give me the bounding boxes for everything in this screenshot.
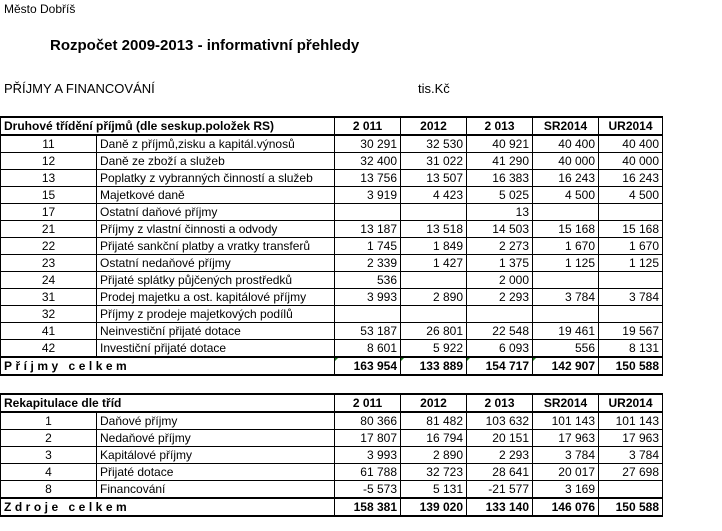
row-value: 17 963 [533, 430, 599, 447]
row-value: 20 017 [533, 464, 599, 481]
row-value: 3 919 [335, 187, 401, 204]
row-label: Neinvestiční přijaté dotace [97, 323, 335, 340]
row-value: 80 366 [335, 412, 401, 430]
row-value [401, 306, 467, 323]
row-code: 21 [1, 221, 97, 238]
table-row [1, 238, 663, 255]
row-value: 2 890 [401, 289, 467, 306]
row-value: 1 427 [401, 255, 467, 272]
column-header: 2 013 [467, 394, 533, 412]
row-value: 2 890 [401, 447, 467, 464]
row-value [335, 204, 401, 221]
row-value: 1 125 [533, 255, 599, 272]
table-row [1, 306, 663, 323]
table-row [1, 255, 663, 272]
row-value: 19 567 [599, 323, 663, 340]
row-value: 1 849 [401, 238, 467, 255]
total-value: 150 588 [599, 357, 663, 375]
row-code: 22 [1, 238, 97, 255]
row-value: 1 670 [599, 238, 663, 255]
row-value: 31 022 [401, 153, 467, 170]
row-label: Daňové příjmy [97, 412, 335, 430]
total-value: 139 020 [401, 498, 467, 516]
row-code: 24 [1, 272, 97, 289]
table-row [1, 412, 663, 430]
total-row [1, 357, 663, 375]
row-code: 23 [1, 255, 97, 272]
total-value: 154 717 [467, 357, 533, 375]
row-value: 5 131 [401, 481, 467, 499]
table-row [1, 221, 663, 238]
row-value: 4 500 [533, 187, 599, 204]
row-value: 15 168 [533, 221, 599, 238]
row-value: 13 [467, 204, 533, 221]
row-value [335, 306, 401, 323]
row-label: Příjmy z vlastní činnosti a odvody [97, 221, 335, 238]
row-value [401, 204, 467, 221]
row-value: 1 125 [599, 255, 663, 272]
row-code: 15 [1, 187, 97, 204]
row-value: -21 577 [467, 481, 533, 499]
row-value: 17 807 [335, 430, 401, 447]
table-header-row [1, 394, 663, 412]
row-value: 2 273 [467, 238, 533, 255]
row-value [467, 306, 533, 323]
row-value: 3 784 [533, 447, 599, 464]
row-value: 2 293 [467, 289, 533, 306]
table-row [1, 153, 663, 170]
row-label: Daně ze zboží a služeb [97, 153, 335, 170]
row-value: 15 168 [599, 221, 663, 238]
row-value: 40 400 [599, 135, 663, 153]
row-value: 4 423 [401, 187, 467, 204]
row-value: 40 000 [533, 153, 599, 170]
row-label: Kapitálové příjmy [97, 447, 335, 464]
row-value: 3 993 [335, 447, 401, 464]
column-header: UR2014 [599, 394, 663, 412]
row-code: 11 [1, 135, 97, 153]
revenue-table [0, 116, 663, 376]
row-value: 32 530 [401, 135, 467, 153]
row-label: Příjmy z prodeje majetkových podílů [97, 306, 335, 323]
row-value: 40 400 [533, 135, 599, 153]
row-code: 8 [1, 481, 97, 499]
row-label: Ostatní daňové příjmy [97, 204, 335, 221]
column-header: 2012 [401, 394, 467, 412]
column-header-label: Rekapitulace dle tříd [1, 394, 335, 412]
row-value: 6 093 [467, 340, 533, 358]
row-value: 5 922 [401, 340, 467, 358]
row-label: Přijaté splátky půjčených prostředků [97, 272, 335, 289]
row-value [599, 306, 663, 323]
row-value: 40 000 [599, 153, 663, 170]
column-header: UR2014 [599, 117, 663, 135]
row-value [533, 306, 599, 323]
row-value: 53 187 [335, 323, 401, 340]
row-value: 41 290 [467, 153, 533, 170]
row-code: 32 [1, 306, 97, 323]
row-label: Investiční přijaté dotace [97, 340, 335, 358]
row-value: 4 500 [599, 187, 663, 204]
row-label: Majetkové daně [97, 187, 335, 204]
total-label: Příjmy celkem [1, 357, 335, 375]
table-row [1, 204, 663, 221]
row-code: 31 [1, 289, 97, 306]
row-label: Poplatky z vybranných činností a služeb [97, 170, 335, 187]
row-value [533, 272, 599, 289]
row-value [599, 272, 663, 289]
total-value: 142 907 [533, 357, 599, 375]
row-value: 8 131 [599, 340, 663, 358]
row-value [401, 272, 467, 289]
row-code: 1 [1, 412, 97, 430]
total-value: 163 954 [335, 357, 401, 375]
row-value: 19 461 [533, 323, 599, 340]
row-value: 2 339 [335, 255, 401, 272]
row-value: 101 143 [533, 412, 599, 430]
row-value: 103 632 [467, 412, 533, 430]
total-value: 146 076 [533, 498, 599, 516]
row-value: 16 243 [533, 170, 599, 187]
row-value: 13 518 [401, 221, 467, 238]
table-row [1, 430, 663, 447]
row-value: 101 143 [599, 412, 663, 430]
row-value: 3 784 [533, 289, 599, 306]
row-code: 42 [1, 340, 97, 358]
row-value: 13 507 [401, 170, 467, 187]
row-value: 32 400 [335, 153, 401, 170]
row-value: 30 291 [335, 135, 401, 153]
row-value: 1 745 [335, 238, 401, 255]
table-row [1, 340, 663, 358]
row-code: 12 [1, 153, 97, 170]
recap-table [0, 393, 663, 517]
row-value: 556 [533, 340, 599, 358]
row-value: 26 801 [401, 323, 467, 340]
row-value: 81 482 [401, 412, 467, 430]
row-label: Financování [97, 481, 335, 499]
table-row [1, 323, 663, 340]
total-value: 133 140 [467, 498, 533, 516]
table-row [1, 447, 663, 464]
row-value [599, 204, 663, 221]
total-value: 158 381 [335, 498, 401, 516]
row-value: 27 698 [599, 464, 663, 481]
row-value: 536 [335, 272, 401, 289]
row-code: 17 [1, 204, 97, 221]
row-label: Prodej majetku a ost. kapitálové příjmy [97, 289, 335, 306]
column-header: 2012 [401, 117, 467, 135]
table-row [1, 135, 663, 153]
row-value: 28 641 [467, 464, 533, 481]
total-value: 133 889 [401, 357, 467, 375]
row-value: 61 788 [335, 464, 401, 481]
row-value: 16 243 [599, 170, 663, 187]
total-value: 150 588 [599, 498, 663, 516]
table-row [1, 289, 663, 306]
row-value: -5 573 [335, 481, 401, 499]
table-row [1, 272, 663, 289]
row-code: 13 [1, 170, 97, 187]
row-value: 14 503 [467, 221, 533, 238]
row-value: 22 548 [467, 323, 533, 340]
row-code: 41 [1, 323, 97, 340]
table-row [1, 187, 663, 204]
row-value: 5 025 [467, 187, 533, 204]
row-value: 16 794 [401, 430, 467, 447]
row-value: 3 993 [335, 289, 401, 306]
row-code: 3 [1, 447, 97, 464]
row-code: 4 [1, 464, 97, 481]
row-value: 3 169 [533, 481, 599, 499]
row-value: 16 383 [467, 170, 533, 187]
row-value: 20 151 [467, 430, 533, 447]
row-value [599, 481, 663, 499]
row-value: 13 187 [335, 221, 401, 238]
row-value: 1 375 [467, 255, 533, 272]
row-label: Daně z příjmů,zisku a kapitál.výnosů [97, 135, 335, 153]
row-value: 3 784 [599, 289, 663, 306]
table-header-row [1, 117, 663, 135]
page-title: Rozpočet 2009-2013 - informativní přehledy [50, 37, 360, 54]
row-value: 2 293 [467, 447, 533, 464]
row-value: 2 000 [467, 272, 533, 289]
row-value: 8 601 [335, 340, 401, 358]
unit-label: tis.Kč [418, 81, 450, 96]
table-row [1, 481, 663, 499]
row-code: 2 [1, 430, 97, 447]
column-header: SR2014 [533, 394, 599, 412]
row-label: Přijaté dotace [97, 464, 335, 481]
column-header: 2 011 [335, 394, 401, 412]
row-value: 13 756 [335, 170, 401, 187]
row-value: 17 963 [599, 430, 663, 447]
table-row [1, 170, 663, 187]
row-label: Přijaté sankční platby a vratky transferů [97, 238, 335, 255]
row-value: 40 921 [467, 135, 533, 153]
column-header-label: Druhové třídění příjmů (dle seskup.položek RS) [1, 117, 335, 135]
column-header: 2 013 [467, 117, 533, 135]
row-label: Nedaňové příjmy [97, 430, 335, 447]
row-value: 1 670 [533, 238, 599, 255]
total-row [1, 498, 663, 516]
row-value: 3 784 [599, 447, 663, 464]
column-header: SR2014 [533, 117, 599, 135]
column-header: 2 011 [335, 117, 401, 135]
row-value: 32 723 [401, 464, 467, 481]
table-row [1, 464, 663, 481]
city-name: Město Dobříš [4, 2, 76, 16]
row-label: Ostatní nedaňové příjmy [97, 255, 335, 272]
row-value [533, 204, 599, 221]
section-title: PŘÍJMY A FINANCOVÁNÍ [4, 81, 155, 96]
total-label: Zdroje celkem [1, 498, 335, 516]
